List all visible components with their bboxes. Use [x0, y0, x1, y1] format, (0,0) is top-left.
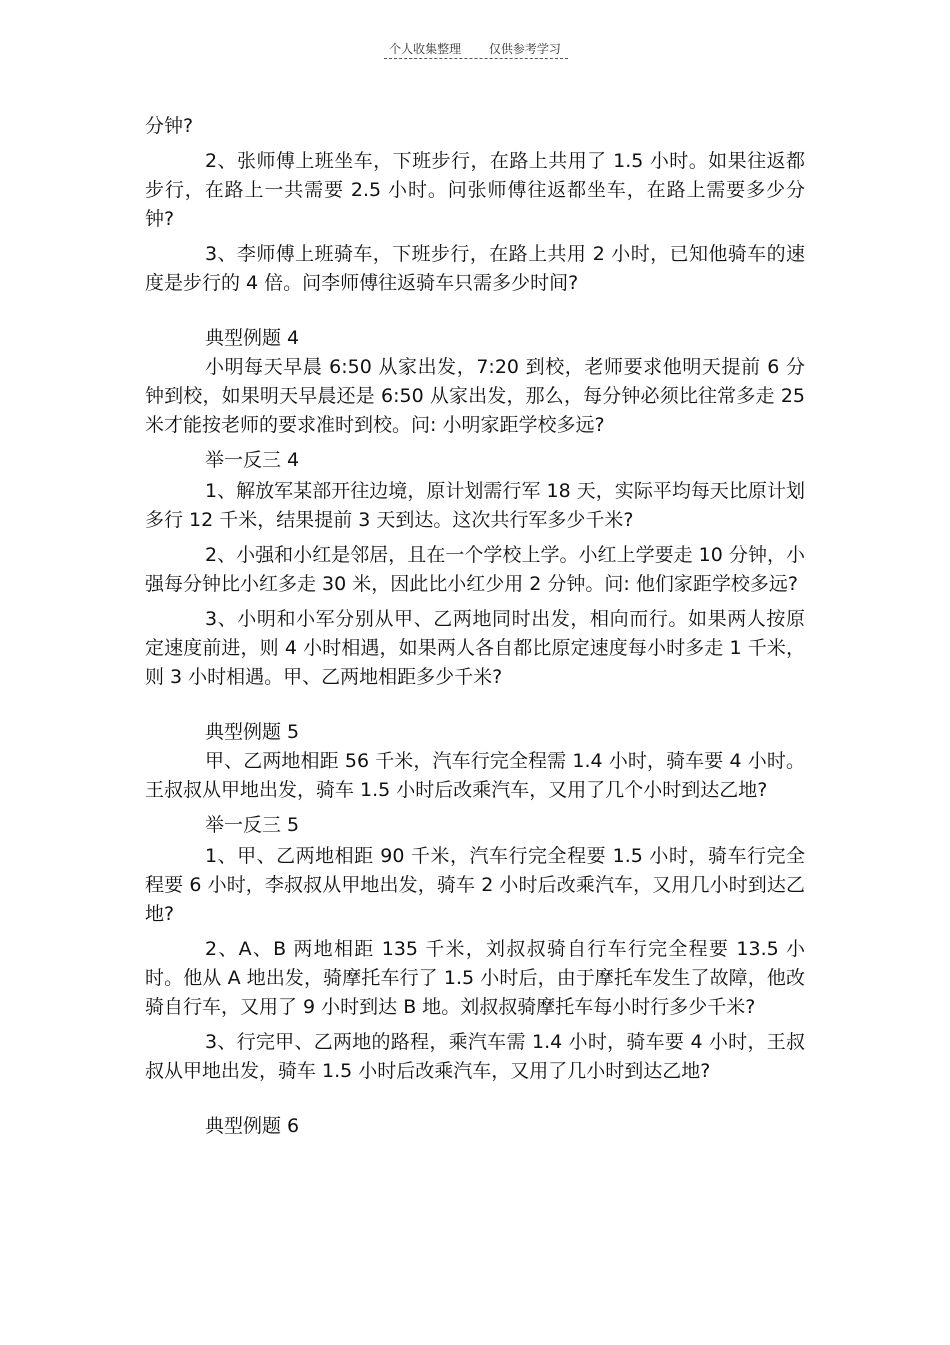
page-header [0, 40, 950, 57]
section-heading-practice-4: 举一反三 4 [205, 449, 300, 471]
exercise-paragraph: 3、小明和小军分别从甲、乙两地同时出发，相向而行。如果两人按原定速度前进，则 4 小时相遇，如果两人各自都比原定速度每小时多走 1 千米，则 3 小时相遇。甲、乙两地相距多少千米? [145, 608, 805, 688]
exercise-paragraph: 2、张师傅上班坐车，下班步行，在路上共用了 1.5 小时。如果往返都步行，在路上一共需要 2.5 小时。问张师傅往返都坐车，在路上需要多少分钟? [145, 150, 805, 230]
exercise-paragraph: 1、甲、乙两地相距 90 千米，汽车行完全程要 1.5 小时，骑车行完全程要 6 小时，李叔叔从甲地出发，骑车 2 小时后改乘汽车，又用几小时到达乙地? [145, 845, 805, 925]
header-right-text: 仅供参考学习 [488, 42, 561, 56]
document-body [145, 112, 805, 1141]
exercise-paragraph: 2、A、B 两地相距 135 千米，刘叔叔骑自行车行完全程要 13.5 小时。他从 A 地出发，骑摩托车行了 1.5 小时后，由于摩托车发生了故障，他改骑自行车，又用了 9 小时到达 B 地。刘叔叔骑摩托车每小时行多少千米? [145, 938, 805, 1018]
exercise-paragraph: 3、李师傅上班骑车，下班步行，在路上共用 2 小时，已知他骑车的速度是步行的 4 倍。问李师傅往返骑车只需多少时间? [145, 243, 805, 294]
section-heading-example-5: 典型例题 5 [205, 721, 300, 743]
section-heading-practice-5: 举一反三 5 [205, 814, 300, 836]
section-heading-example-6: 典型例题 6 [205, 1115, 300, 1137]
example-paragraph: 甲、乙两地相距 56 千米，汽车行完全程需 1.4 小时，骑车要 4 小时。王叔叔从甲地出发，骑车 1.5 小时后改乘汽车，又用了几个小时到达乙地? [145, 750, 805, 801]
header-divider [384, 58, 568, 59]
example-paragraph: 小明每天早晨 6:50 从家出发，7:20 到校，老师要求他明天提前 6 分钟到校，如果明天早晨还是 6:50 从家出发，那么，每分钟必须比往常多走 25 米才能按老师的要求准时到校。问: 小明家距学校多远? [145, 356, 805, 436]
exercise-paragraph: 2、小强和小红是邻居，且在一个学校上学。小红上学要走 10 分钟，小强每分钟比小红多走 30 米，因此比小红少用 2 分钟。问: 他们家距学校多远? [145, 544, 805, 595]
paragraph-continuation: 分钟? [145, 115, 194, 137]
exercise-paragraph: 3、行完甲、乙两地的路程，乘汽车需 1.4 小时，骑车要 4 小时，王叔叔从甲地出发，骑车 1.5 小时后改乘汽车，又用了几小时到达乙地? [145, 1031, 805, 1082]
section-heading-example-4: 典型例题 4 [205, 327, 300, 349]
exercise-paragraph: 1、解放军某部开往边境，原计划需行军 18 天，实际平均每天比原计划多行 12 千米，结果提前 3 天到达。这次共行军多少千米? [145, 480, 805, 531]
header-left-text: 个人收集整理 [389, 42, 462, 56]
